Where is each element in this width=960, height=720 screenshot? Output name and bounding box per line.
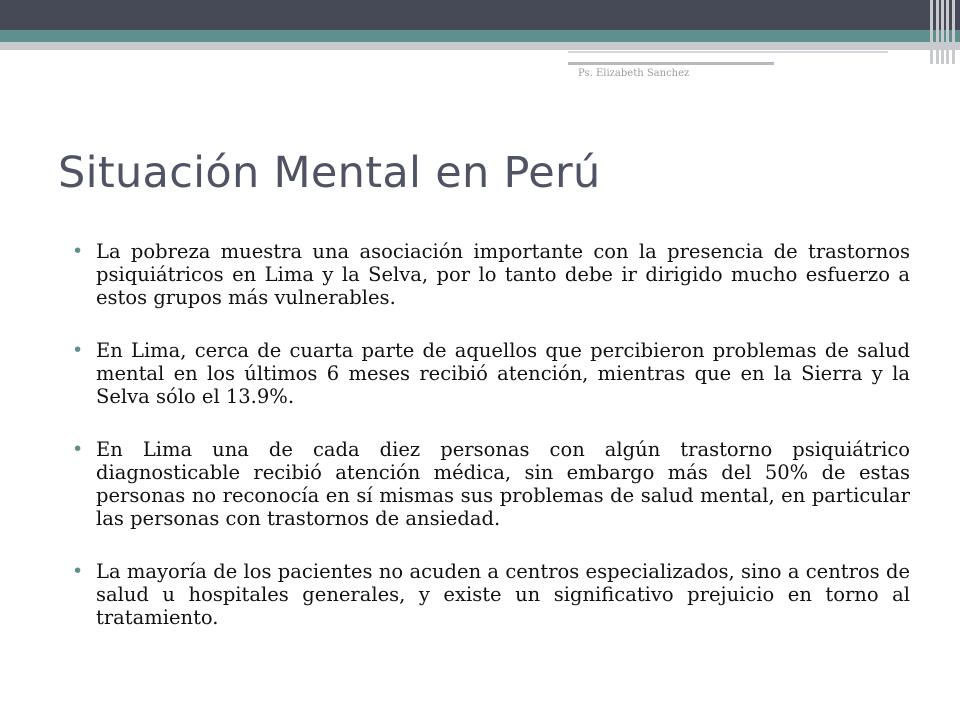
bullet-text: La pobreza muestra una asociación importante con la presencia de trastornos psiquiátricos en Lima y la Selva, por lo tanto debe ir dirigido mucho esfuerzo a estos grupos más vulnerables. [96,240,910,309]
bullet-dot-icon: • [72,339,84,361]
slide-title: Situación Mental en Perú [58,148,601,198]
bullet-list [72,240,910,659]
corner-decoration [928,0,960,64]
bullet-dot-icon: • [72,560,84,582]
bullet-dot-icon: • [72,438,84,460]
header-dark-band [0,0,960,30]
bullet-text: La mayoría de los pacientes no acuden a centros especializados, sino a centros de salud u hospitales generales, y existe un significativo prejuicio en torno al tratamiento. [96,560,910,629]
header-gray-band [0,42,960,50]
bullet-item [72,240,910,309]
bullet-text: En Lima una de cada diez personas con algún trastorno psiquiátrico diagnosticable recibió atención médica, sin embargo más del 50% de estas personas no reconocía en sí mismas sus problemas de salud mental, en particular las personas con trastornos de ansiedad. [96,438,910,530]
header-teal-band [0,30,960,42]
bullet-dot-icon: • [72,240,84,262]
header-decor-line [568,62,774,65]
bullet-item [72,339,910,408]
bullet-item [72,560,910,629]
bullet-item [72,438,910,530]
header-decor-line [568,51,888,53]
author-label: Ps. Elizabeth Sanchez [578,68,690,79]
bullet-text: En Lima, cerca de cuarta parte de aquellos que percibieron problemas de salud mental en los últimos 6 meses recibió atención, mientras que en la Sierra y la Selva sólo el 13.9%. [96,339,910,408]
